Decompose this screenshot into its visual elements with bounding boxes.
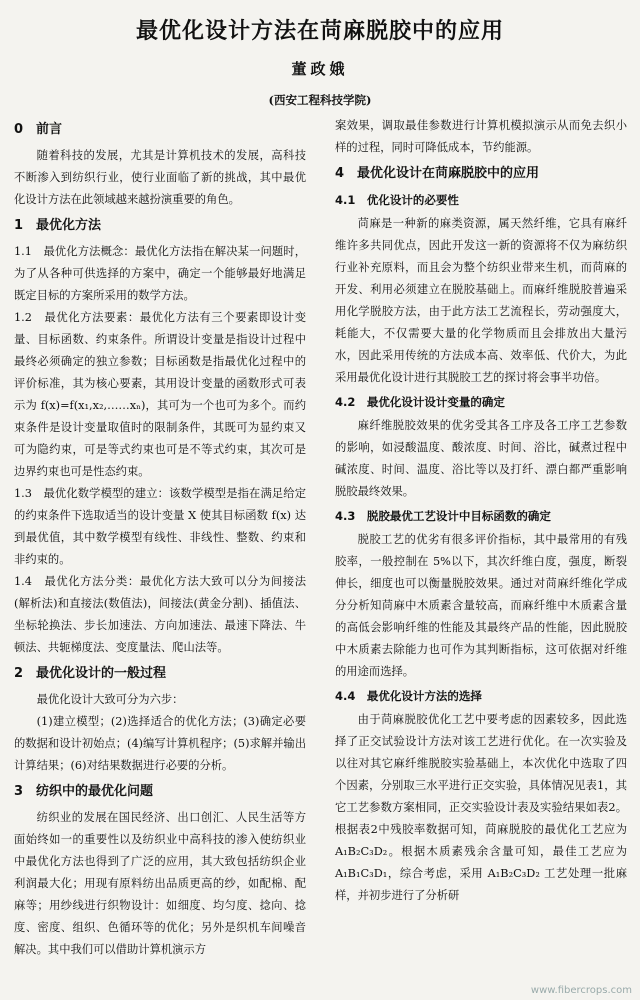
- paragraph: 由于苘麻脱胶优化工艺中要考虑的因素较多，因此选择了正交试验设计方法对该工艺进行优化。在一次实验及以往对其它麻纤维脱胶实验基础上，本次优化中选取了四个因素，分别取三水平进行正交实验，具体情况见表1，其它工艺参数方案相同，正交实验设计表及实验结果如表2。根据表2中残胶率数据可知，苘麻脱胶的最优化工艺应为 A₁B₂C₃D₂。根据木质素残余含量可知，最佳工艺应为 A₁B₁C₃D₁，综合考虑，采用 A₁B₂C₃D₂ 工艺处理一批麻样，并初步进行了分析研: [335, 713, 627, 902]
- paragraph: 麻纤维脱胶效果的优劣受其各工序及各工序工艺参数的影响，如浸酸温度、酸浓度、时间、浴比，碱煮过程中碱浓度、时间、温度、浴比等以及打纤、漂白都严重影响脱胶最终效果。: [335, 419, 627, 498]
- paragraph: 最优化设计大致可分为六步：: [36, 693, 184, 706]
- author-name: 董政娥: [291, 60, 349, 78]
- watermark: www.fibercrops.com: [530, 985, 632, 996]
- section-heading-preface: 0 前言: [14, 122, 63, 137]
- section-heading-textile-optimization: 3 纺织中的最优化问题: [14, 784, 154, 799]
- left-column: [14, 115, 306, 961]
- subsection-heading: 4.3 脱胶最优工艺设计中目标函数的确定: [335, 509, 551, 523]
- paragraph: 脱胶工艺的优劣有很多评价指标，其中最常用的有残胶率，一般控制在 5%以下，其次纤维白度，强度，断裂伸长，细度也可以衡量脱胶效果。通过对苘麻纤维化学成分分析知苘麻中木质素含量较高，而麻纤维中木质素含量的高低会影响纤维的性能及其最终产品的性能，因此脱胶中木质素去除能力也可作为其判断指标，这可依据对纤维的用途而选择。: [335, 533, 627, 678]
- subsection-heading: 4.1 优化设计的必要性: [335, 193, 459, 207]
- section-heading-optimization-method: 1 最优化方法: [14, 218, 102, 233]
- subsection-heading: 4.2 最优化设计设计变量的确定: [335, 395, 505, 409]
- section-heading-application: 4 最优化设计在苘麻脱胶中的应用: [335, 166, 540, 181]
- paragraph: 苘麻是一种新的麻类资源，属天然纤维，它具有麻纤维许多共同优点，因此开发这一新的资源将不仅为麻纺织行业补充原料，而且会为整个纺织业带来生机，而苘麻的开发、利用必须建立在脱胶基础上。而麻纤维脱胶普遍采用化学脱胶方法，由于此方法工艺流程长，劳动强度大，耗能大，不仅需要大量的化学物质而且会排放出大量污水，因此采用传统的方法成本高、效率低、代价大，为此采用最优化设计进行其脱胶工艺的探讨将会事半功倍。: [335, 217, 627, 384]
- article-title: 最优化设计方法在苘麻脱胶中的应用: [135, 19, 504, 44]
- paragraph: 1.1 最优化方法概念：最优化方法指在解决某一问题时，为了从各种可供选择的方案中，确定一个能够最好地满足既定目标的方案所采用的数学方法。: [14, 245, 306, 302]
- paragraph: 1.4 最优化方法分类：最优化方法大致可以分为间接法(解析法)和直接法(数值法)，间接法(黄金分割)、插值法、坐标轮换法、步长加速法、方向加速法、最速下降法、牛顿法、共轭梯度法、变度量法、爬山法等。: [14, 575, 306, 654]
- right-column: [335, 115, 627, 907]
- subsection-heading: 4.4 最优化设计方法的选择: [335, 689, 482, 703]
- paragraph: 1.2 最优化方法要素：最优化方法有三个要素即设计变量、目标函数、约束条件。所谓设计变量是指设计过程中最终必须确定的独立参数；目标函数是指最优化过程中的评价标准，其为核心要素，其用设计变量的函数形式可表示为 f(x)=f(x₁,x₂,……xₙ)，其可为一个也可为多个。而约束条件是设计变量取值时的限制条件，其既可为显约束又可为隐约束，可是等式约束也可是不等式约束，其次可是边界约束也可是性态约束。: [14, 311, 306, 478]
- paragraph: 案效果，调取最佳参数进行计算机模拟演示从而免去织小样的过程，同时可降低成本，节约能源。: [335, 119, 627, 154]
- paragraph: 纺织业的发展在国民经济、出口创汇、人民生活等方面始终如一的重要性以及纺织业中高科技的渗入使纺织业中最优化方法也得到了广泛的应用，其大致包括纺织企业利润最大化；用现有原料纺出品质更高的纱，如配棉、配麻等；用纱线进行织物设计：如细度、均匀度、捻向、捻度、密度、组织、色循环等的优化；另外是织机车间噪音解决。其中我们可以借助计算机演示方: [14, 811, 306, 956]
- author-affiliation: (西安工程科技学院): [268, 93, 372, 107]
- section-heading-general-process: 2 最优化设计的一般过程: [14, 666, 167, 681]
- paragraph: 1.3 最优化数学模型的建立：该数学模型是指在满足给定的约束条件下选取适当的设计变量 X 使其目标函数 f(x) 达到最优值，其中数学模型有线性、非线性、整数、约束和非约束的。: [14, 487, 306, 566]
- paragraph: 随着科技的发展，尤其是计算机技术的发展，高科技不断渗入到纺织行业，使行业面临了新的挑战，其中最优化设计方法在此领域越来越扮演重要的角色。: [14, 149, 306, 206]
- paragraph: (1)建立模型；(2)选择适合的优化方法；(3)确定必要的数据和设计初始点；(4)编写计算机程序；(5)求解并输出计算结果；(6)对结果数据进行必要的分析。: [14, 715, 306, 772]
